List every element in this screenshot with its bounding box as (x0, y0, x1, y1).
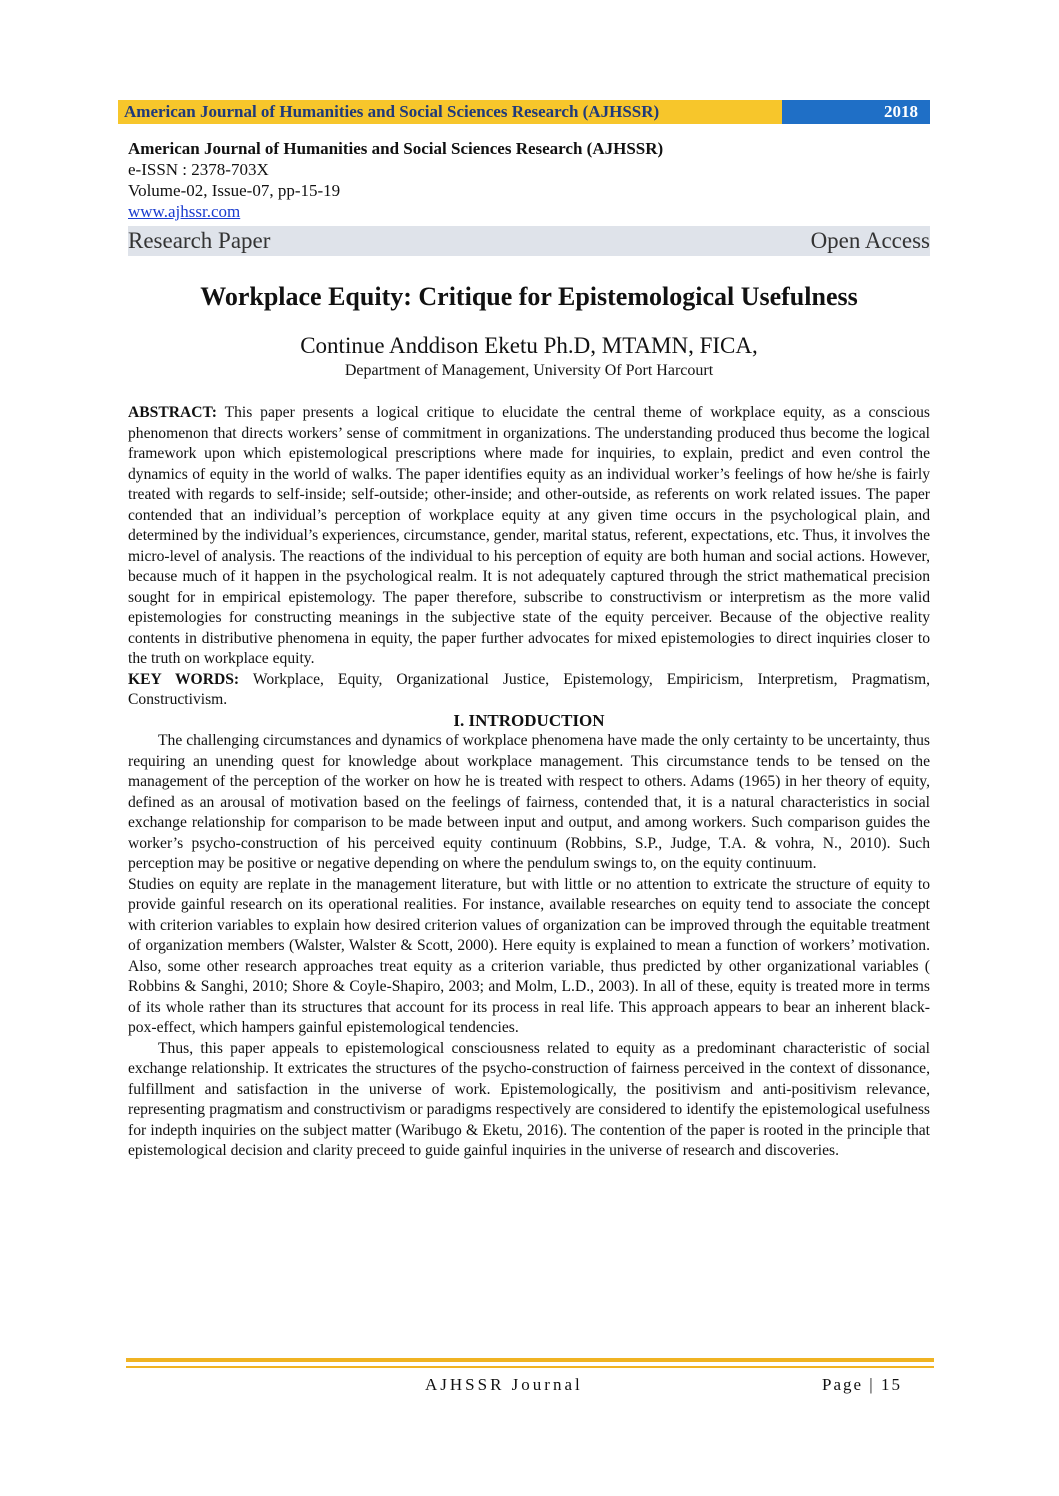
section-heading-introduction: I. INTRODUCTION (453, 710, 605, 730)
intro-paragraph: Studies on equity are replate in the management literature, but with little or no attention to extricate the structure of equity to provide gainful research on its operational realities. For instance, available researches on equity tend to associate the concept with criterion variables to explain how desired criterion values of organization can be improved through the equitable treatment of organization members (Walster, Walster & Scott, 2000). Here equity is explained to mean a function of workers’ motivation. Also, some other research approaches treat equity as a criterion variable, thus predicted by other organizational variables ( Robbins & Sanghi, 2010; Shore & Coyle-Shapiro, 2003; and Molm, L.D., 2003). In all of these, equity is treated more in terms of its whole rather than its structures that account for its process in real life. This approach appears to bear an inherent black-pox-effect, which hampers gainful epistemological tendencies. (128, 875, 930, 1036)
journal-info (128, 138, 663, 222)
running-header-year: 2018 (782, 100, 930, 124)
keywords-text: Workplace, Equity, Organizational Justice, Epistemology, Empiricism, Interpretism, Pragmatism, Constructivism. (128, 670, 930, 708)
keywords-label: KEY WORDS: (128, 670, 240, 688)
journal-website-link[interactable]: www.ajhssr.com (128, 202, 241, 221)
footer-journal-name: AJHSSR Journal (425, 1375, 583, 1394)
intro-paragraph: The challenging circumstances and dynamics of workplace phenomena have made the only certainty to be uncertainty, thus requiring an unending quest for knowledge about workplace management. This circumstance tends to be tensed on the management of the perception of the worker on how he is treated with respect to others. Adams (1965) in her theory of equity, defined as an arousal of motivation based on the feelings of fairness, contended that, it is a natural characteristics in social exchange relationship for comparison to be made between input and output, and among workers. Such comparison guides the worker’s psycho-construction of his perceived equity continuum (Robbins, S.P., Judge, T.A. & vohra, N., 2010). Such perception may be positive or negative depending on where the pendulum swings to, on the equity continuum. (128, 732, 930, 872)
article-authors: Continue Anddison Eketu Ph.D, MTAMN, FICA, (300, 333, 758, 358)
intro-paragraph: Thus, this paper appeals to epistemological consciousness related to equity as a predominant characteristic of social exchange relationship. It extricates the structures of the psycho-construction of fairness perceived in the context of dissonance, fulfillment and satisfaction in the universe of work. Epistemologically, the positivism and anti-positivism relevance, representing pragmatism and constructivism or paradigms respectively are considered to identify the epistemological usefulness for indepth inquiries on the subject matter (Waribugo & Eketu, 2016). The contention of the paper is rooted in the principle that epistemological decision and clarity preceed to guide gainful inquiries in the universe of research and discoveries. (128, 1039, 930, 1159)
article-affiliation: Department of Management, University Of Port Harcourt (344, 362, 714, 379)
article-body (128, 403, 930, 1162)
footer-rule (126, 1366, 934, 1368)
abstract-text: This paper presents a logical critique to elucidate the central theme of workplace equity, as a conscious phenomenon that directs workers’ sense of commitment in organizations. The understanding produced thus become the logical framework upon which epistemological prescriptions where made for inquiries, to explain, predict and even control the dynamics of equity in the world of walks. The paper identifies equity as an individual worker’s feelings of how he/she is fairly treated with regards to self-inside; self-outside; other-inside; and other-outside, as referents on work related issues. The paper contended that an individual’s perception of workplace equity at any given time occurs in the psychological plain, and determined by the individual’s experiences, circumstance, gender, marital status, referent, expectations, etc. Thus, it involves the micro-level of analysis. The reactions of the individual to his perception of equity are both human and social actions. However, because much of it happen in the psychological realm. It is not adequately captured through the strict mathematical precision sought for in empirical epistemology. The paper therefore, subscribe to constructivism or interpretism as the more valid epistemologies for constructing meanings in the subjective state of the equity perceiver. Because of the objective reality contents in distributive phenomena in equity, the paper further advocates for mixed epistemologies to direct inquiries closer to the truth on workplace equity. (128, 404, 930, 667)
paper-type-label: Research Paper (128, 228, 271, 253)
article-title: Workplace Equity: Critique for Epistemological Usefulness (200, 282, 858, 311)
footer-page-number: Page | 15 (822, 1375, 902, 1394)
access-type-label: Open Access (810, 228, 930, 253)
running-header (118, 100, 930, 124)
journal-issn: e-ISSN : 2378-703X (128, 160, 269, 179)
abstract-label: ABSTRACT: (128, 404, 217, 421)
journal-volume: Volume-02, Issue-07, pp-15-19 (128, 181, 341, 200)
running-header-journal: American Journal of Humanities and Social Sciences Research (AJHSSR) (118, 100, 782, 124)
footer-rule (126, 1358, 934, 1362)
paper-type-bar (128, 226, 930, 256)
abstract (128, 403, 930, 670)
keywords (128, 670, 930, 711)
journal-name: American Journal of Humanities and Social Sciences Research (AJHSSR) (128, 139, 664, 158)
